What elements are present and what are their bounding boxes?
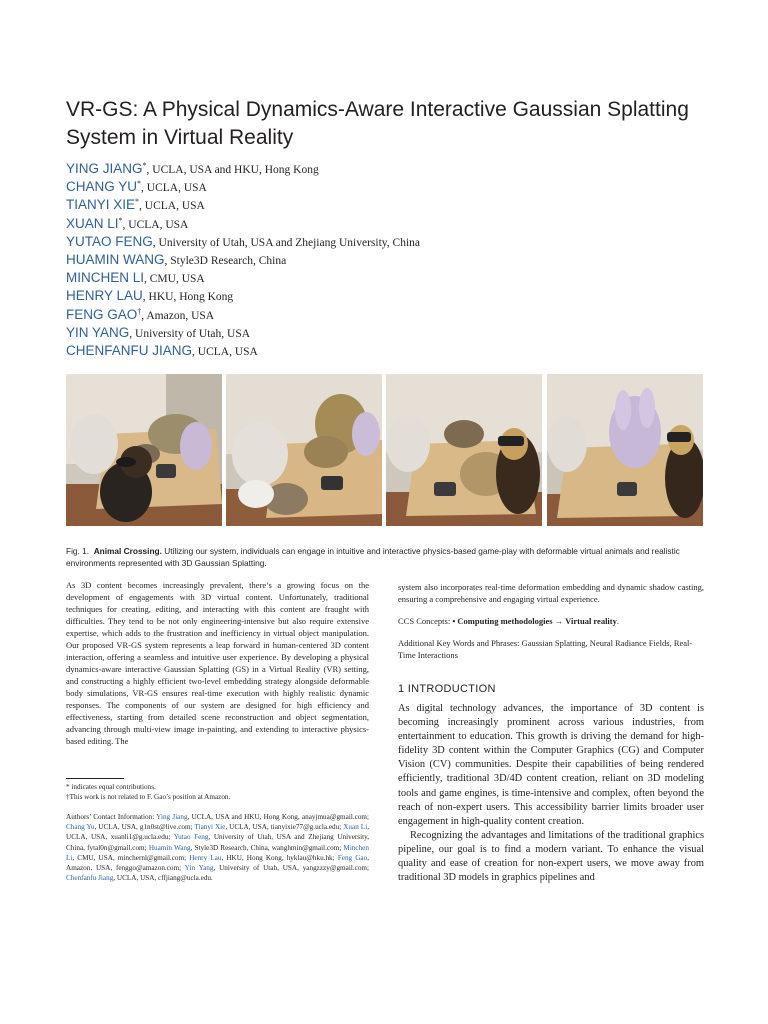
paper-title	[66, 96, 706, 152]
title-line-1: VR-GS: A Physical Dynamics-Aware Interactive Gaussian Splatting	[66, 98, 689, 121]
contact-name[interactable]: Ying Jiang	[156, 813, 188, 821]
contact-name[interactable]: Chang Yu	[66, 823, 95, 832]
footnote-equal: * indicates equal contributions.	[66, 783, 156, 791]
figure-photo-3	[386, 374, 542, 526]
keywords: Additional Key Words and Phrases: Gaussian Splatting, Neural Radiance Fields, Real-Time Interactions	[398, 638, 693, 660]
figure-title: Animal Crossing.	[93, 546, 162, 556]
author-mark: *	[135, 197, 140, 207]
contact-name[interactable]: Minchen Li	[66, 843, 369, 862]
author-affiliation: , Style3D Research, China	[164, 254, 287, 267]
ccs-bullet: •	[452, 616, 458, 626]
author-affiliation: , CMU, USA	[144, 273, 205, 286]
contact-intro: Authors’ Contact Information:	[66, 813, 157, 821]
ccs-label: CCS Concepts:	[398, 616, 453, 626]
contact-detail: , UCLA, USA, cffjiang@ucla.edu.	[113, 874, 213, 883]
author-entry	[66, 196, 706, 214]
author-name[interactable]: YING JIANG	[66, 161, 143, 176]
author-name[interactable]: TIANYI XIE	[66, 197, 136, 213]
author-mark: *	[142, 161, 147, 171]
author-affiliation: , Amazon, USA	[141, 309, 215, 322]
section-heading-introduction: 1 INTRODUCTION	[398, 683, 496, 695]
figure-caption	[66, 545, 706, 569]
contact-detail: , UCLA, USA, g1n0st@live.com;	[94, 823, 195, 832]
footnote-rule	[66, 778, 124, 779]
author-entry	[66, 269, 706, 287]
contact-detail: , UCLA, USA and HKU, Hong Kong, anayjmua@gmail.com;	[187, 813, 370, 821]
author-mark: *	[118, 215, 123, 225]
author-list	[66, 160, 706, 360]
author-name[interactable]: HUAMIN WANG	[66, 251, 165, 267]
contact-name[interactable]: Huamin Wang	[148, 843, 191, 852]
author-affiliation: , UCLA, USA	[141, 182, 207, 195]
author-affiliation: , UCLA, USA and HKU, Hong Kong	[146, 164, 319, 176]
author-name[interactable]: HENRY LAU	[66, 288, 143, 304]
author-name[interactable]: YIN YANG	[66, 324, 130, 340]
author-mark: †	[137, 306, 142, 316]
contact-detail: , UCLA, USA, xuanli1@g.ucla.edu;	[66, 823, 369, 842]
contact-name[interactable]: Yutao Feng	[173, 833, 209, 842]
author-affiliation: , UCLA, USA	[122, 218, 189, 231]
contact-name[interactable]: Yin Yang	[184, 864, 214, 873]
right-column	[398, 581, 704, 885]
abstract-text: As 3D content becomes increasingly prevalent, there’s a growing focus on the development of engagements with 3D virtual content. Unfortunately, traditional techniques for creating, editing, and interacting with this content are fraught with difficulties. They tend to be not only engineering-intensive but also require extensive expertise, which adds to the frustration and inefficiency in virtual object manipulation. Our proposed VR-GS system represents a leap forward in human-centered 3D content interaction, offering a seamless and intuitive user experience. By developing a physical dynamics-aware interactive Gaussian Splatting (GS) in a Virtual Reality (VR) setting, and constructing a highly efficient two-level embedding strategy alongside deformable body simulations, VR-GS ensures real-time execution with highly realistic dynamic responses. The components of our system are designed for high efficiency and effectiveness, starting from detailed scene reconstruction and object segmentation, advancing through multi-view image in-painting, and extending to interactive physics-based editing. The	[66, 580, 369, 746]
figure-photo-4	[547, 374, 703, 526]
figure-photo-2	[226, 374, 382, 526]
figure-photo-1	[66, 374, 222, 526]
author-entry	[66, 178, 706, 196]
author-name[interactable]: YUTAO FENG	[66, 233, 153, 249]
author-affiliation: , HKU, Hong Kong	[142, 291, 234, 304]
contact-name[interactable]: Tianyi Xie	[194, 823, 226, 832]
author-entry	[66, 306, 706, 324]
contact-detail: , HKU, Hong Kong, hyklau@hku.hk;	[221, 853, 338, 862]
contact-name[interactable]: Xuan Li	[343, 823, 368, 832]
author-entry	[66, 251, 706, 269]
author-affiliation: , UCLA, USA	[192, 345, 258, 358]
ccs-concept: Computing methodologies → Virtual reality	[457, 616, 617, 626]
abstract	[66, 579, 369, 747]
figure-1-photos	[66, 374, 703, 526]
figure-label: Fig. 1.	[66, 546, 90, 556]
contact-name[interactable]: Henry Lau	[189, 853, 222, 862]
contact-detail: , University of Utah, USA and Zhejiang University, China, fytal0n@gmail.com;	[66, 833, 369, 852]
title-line-2: System in Virtual Reality	[66, 126, 294, 149]
ccs-end: .	[616, 616, 620, 626]
author-entry	[66, 287, 706, 305]
contact-detail: , CMU, USA, minchernl@gmail.com;	[72, 853, 190, 862]
contact-detail: , Amazon, USA, fenggo@amazon.com;	[66, 853, 369, 873]
author-name[interactable]: MINCHEN LI	[66, 270, 145, 286]
author-entry	[66, 324, 706, 342]
ccs-concepts	[398, 615, 704, 627]
author-name[interactable]: CHANG YU	[66, 179, 138, 195]
abstract-continued: system also incorporates real-time deformation embedding and dynamic shadow casting, ensuring a comprehensive and engaging virtual experience.	[398, 582, 704, 604]
author-entry	[66, 160, 706, 178]
intro-paragraph-2: Recognizing the advantages and limitations of the traditional graphics pipeline, our goal is to find a modern variant. To enhance the visual quality and ease of creation for non-expert users, we move away from traditional 3D models in graphics pipelines and	[398, 829, 704, 884]
figure-text: Utilizing our system, individuals can engage in intuitive and interactive physics-based game-play with deformable virtual animals and realistic environments represented with 3D Gaussian Splatting.	[66, 546, 680, 568]
author-name[interactable]: FENG GAO	[66, 306, 138, 322]
footnotes	[66, 782, 369, 802]
introduction-body	[398, 702, 704, 885]
author-entry	[66, 215, 706, 233]
contact-name[interactable]: Chenfanfu Jiang	[66, 874, 114, 883]
author-entry	[66, 342, 706, 360]
footnote-dagger: †This work is not related to F. Gao’s position at Amazon.	[66, 793, 231, 801]
author-entry	[66, 233, 706, 251]
author-name[interactable]: CHENFANFU JIANG	[66, 342, 193, 358]
contact-detail: , UCLA, USA, tianyixie77@g.ucla.edu;	[225, 823, 344, 832]
contact-detail: , University of Utah, USA, yangzzzy@gmail.com;	[213, 864, 369, 873]
contact-name[interactable]: Feng Gao	[337, 853, 368, 862]
intro-paragraph-1: As digital technology advances, the importance of 3D content is becoming increasingly prominent across various industries, from entertainment to education. This growth is driving the demand for high-fidelity 3D content within the Computer Graphics (CG) and Computer Vision (CV) communities. Despite their capabilities of being rendered efficiently, traditional 3D/4D content creation, reliant on 3D modeling tools and game engines, is time-intensive and complex, often beyond the reach of non-expert users. This accessibility barrier limits broader user engagement in high-quality content creation.	[398, 703, 704, 827]
author-mark: *	[137, 179, 142, 189]
author-name[interactable]: XUAN LI	[66, 215, 119, 231]
contact-info	[66, 812, 369, 883]
contact-detail: , Style3D Research, China, wanghmin@gmail.com;	[190, 843, 344, 852]
author-affiliation: , University of Utah, USA and Zhejiang University, China	[152, 236, 420, 249]
author-affiliation: , UCLA, USA	[139, 200, 205, 213]
author-affiliation: , University of Utah, USA	[129, 327, 251, 340]
